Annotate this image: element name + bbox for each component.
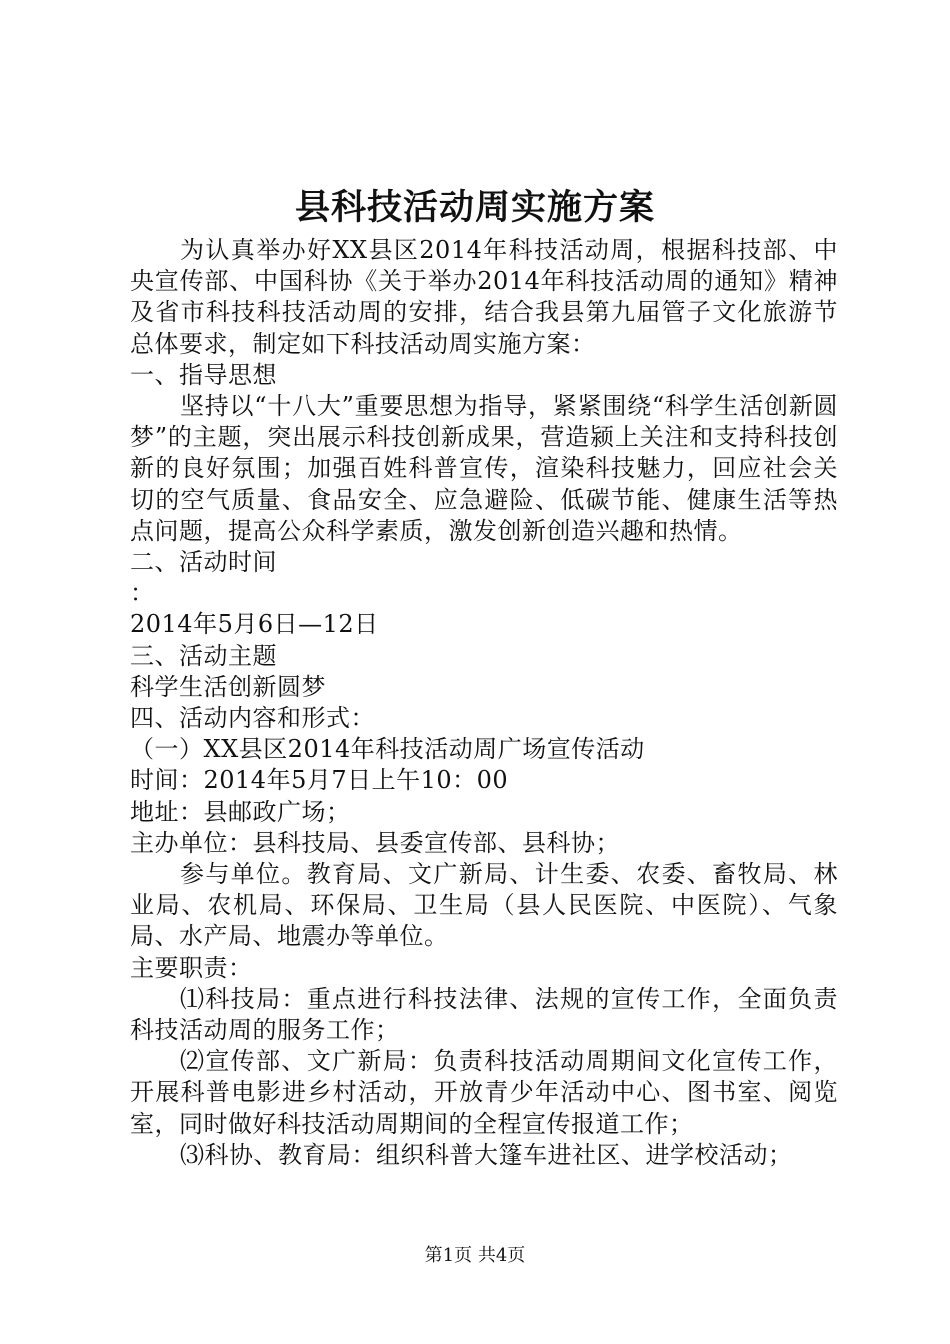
intro-paragraph: 为认真举办好XX县区2014年科技活动周，根据科技部、中央宣传部、中国科协《关于举办2014年科技活动周的通知》精神及省市科技科技活动周的安排，结合我县第九届管子文化旅游节总体要求，制定如下科技活动周实施方案： (130, 236, 838, 358)
duty-item-3: ⑶科协、教育局：组织科普大篷车进社区、进学校活动； (180, 1140, 793, 1169)
subsection-heading-square-campaign: （一）XX县区2014年科技活动周广场宣传活动 (130, 735, 645, 764)
duty-item-2: ⑵宣传部、文广新局：负责科技活动周期间文化宣传工作，开展科普电影进乡村活动，开放青少年活动中心、图书室、阅览室，同时做好科技活动周期间的全程宣传报道工作； (130, 1047, 838, 1138)
document-title: 县科技活动周实施方案 (294, 187, 655, 228)
event-participants: 参与单位。教育局、文广新局、计生委、农委、畜牧局、林业局、农机局、环保局、卫生局（县人民医院、中医院）、气象局、水产局、地震办等单位。 (130, 860, 838, 951)
activity-theme: 科学生活创新圆梦 (130, 672, 326, 701)
section-heading-guiding-ideology: 一、指导思想 (130, 360, 277, 389)
duties-heading: 主要职责： (130, 953, 253, 982)
section-heading-activity-time: 二、活动时间 (130, 548, 277, 577)
document-body (130, 235, 838, 1171)
event-time: 时间：2014年5月7日上午10：00 (130, 766, 509, 795)
page-number-footer: 第1页 共4页 (424, 1245, 526, 1266)
colon-line: ： (130, 579, 155, 608)
event-organizers: 主办单位：县科技局、县委宣传部、县科协； (130, 828, 620, 857)
section-heading-activity-theme: 三、活动主题 (130, 641, 277, 670)
guiding-ideology-paragraph: 坚持以“十八大”重要思想为指导，紧紧围绕“科学生活创新圆梦”的主题，突出展示科技创新成果，营造颍上关注和支持科技创新的良好氛围；加强百姓科普宣传，渲染科技魅力，回应社会关切的空气质量、食品安全、应急避险、低碳节能、健康生活等热点问题，提高公众科学素质，激发创新创造兴趣和热情。 (130, 392, 838, 545)
event-address: 地址：县邮政广场； (130, 797, 351, 826)
duty-item-1: ⑴科技局：重点进行科技法律、法规的宣传工作，全面负责科技活动周的服务工作； (130, 984, 838, 1045)
activity-date: 2014年5月6日—12日 (130, 610, 379, 639)
section-heading-activity-content: 四、活动内容和形式： (130, 704, 375, 733)
